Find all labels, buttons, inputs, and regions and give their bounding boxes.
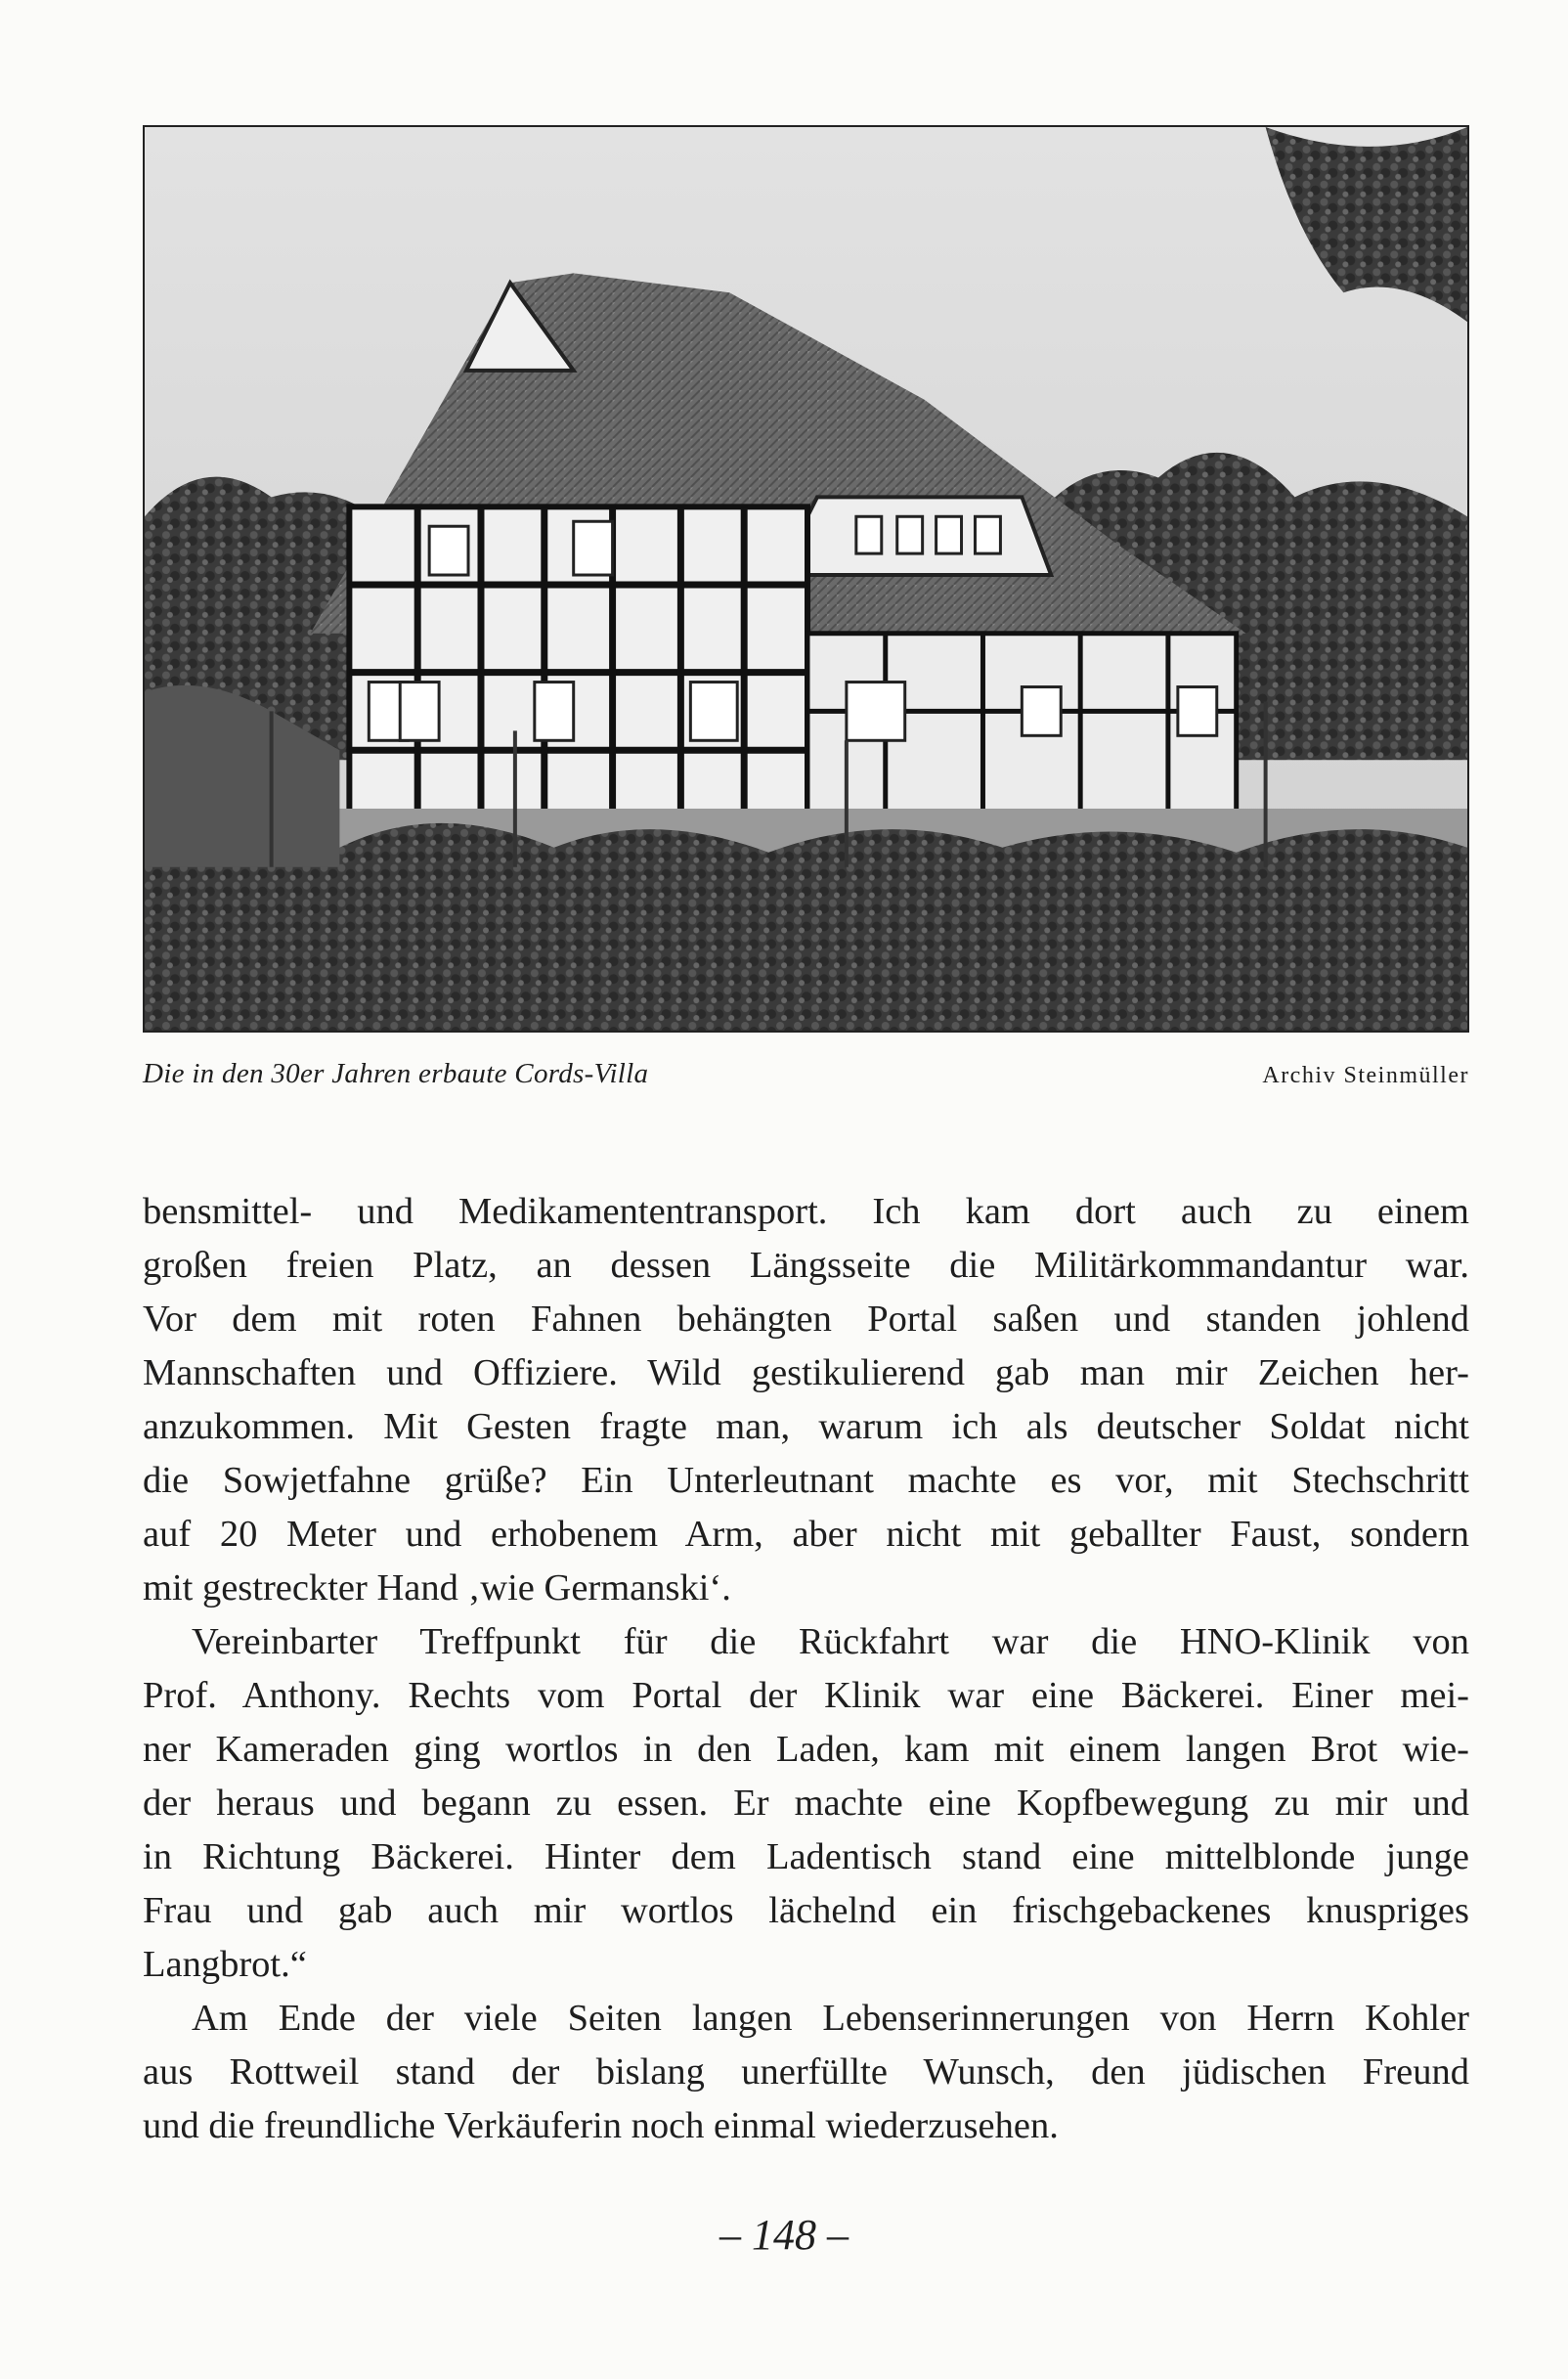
text-line: Vor dem mit roten Fahnen behängten Portal saßen und standen johlend bbox=[143, 1299, 1469, 1340]
text-line: Vereinbarter Treffpunkt für die Rückfahrt war die HNO-Klinik von bbox=[192, 1621, 1469, 1662]
figure-caption-row bbox=[143, 1058, 1469, 1090]
house-photo bbox=[143, 125, 1469, 1033]
paragraph-1 bbox=[143, 1185, 1469, 1615]
text-line: großen freien Platz, an dessen Längsseite die Militärkommandantur war. bbox=[143, 1245, 1469, 1286]
text-line: der heraus und begann zu essen. Er machte eine Kopfbewegung zu mir und bbox=[143, 1783, 1469, 1824]
text-line: bensmittel- und Medikamententransport. Ich kam dort auch zu einem bbox=[143, 1191, 1469, 1232]
text-line: auf 20 Meter und erhobenem Arm, aber nicht mit geballter Faust, sondern bbox=[143, 1514, 1469, 1555]
page-number: – 148 – bbox=[719, 2211, 849, 2259]
text-line: mit gestreckter Hand ‚wie Germanski‘. bbox=[143, 1567, 731, 1608]
text-line: anzukommen. Mit Gesten fragte man, warum ich als deutscher Soldat nicht bbox=[143, 1406, 1469, 1447]
half-timbered-house-illustration bbox=[145, 127, 1467, 1031]
text-line: Langbrot.“ bbox=[143, 1944, 307, 1985]
text-line: Am Ende der viele Seiten langen Lebenserinnerungen von Herrn Kohler bbox=[192, 1998, 1469, 2039]
figure-caption: Die in den 30er Jahren erbaute Cords-Villa bbox=[143, 1058, 649, 1089]
text-line: Prof. Anthony. Rechts vom Portal der Klinik war eine Bäckerei. Einer mei- bbox=[143, 1675, 1469, 1716]
text-line: Frau und gab auch mir wortlos lächelnd ein frischgebackenes knuspriges bbox=[143, 1890, 1469, 1931]
text-line: aus Rottweil stand der bislang unerfüllte Wunsch, den jüdischen Freund bbox=[143, 2051, 1469, 2093]
text-line: Mannschaften und Offiziere. Wild gestikulierend gab man mir Zeichen her- bbox=[143, 1352, 1469, 1393]
text-line: und die freundliche Verkäuferin noch einmal wiederzusehen. bbox=[143, 2105, 1059, 2146]
figure-credit: Archiv Steinmüller bbox=[1262, 1063, 1469, 1088]
body-text bbox=[143, 1185, 1469, 2153]
text-line: ner Kameraden ging wortlos in den Laden, kam mit einem langen Brot wie- bbox=[143, 1729, 1469, 1770]
paragraph-2 bbox=[143, 1615, 1469, 1992]
text-line: die Sowjetfahne grüße? Ein Unterleutnant machte es vor, mit Stechschritt bbox=[143, 1460, 1469, 1501]
paragraph-3 bbox=[143, 1992, 1469, 2153]
text-line: in Richtung Bäckerei. Hinter dem Ladentisch stand eine mittelblonde junge bbox=[143, 1836, 1469, 1877]
